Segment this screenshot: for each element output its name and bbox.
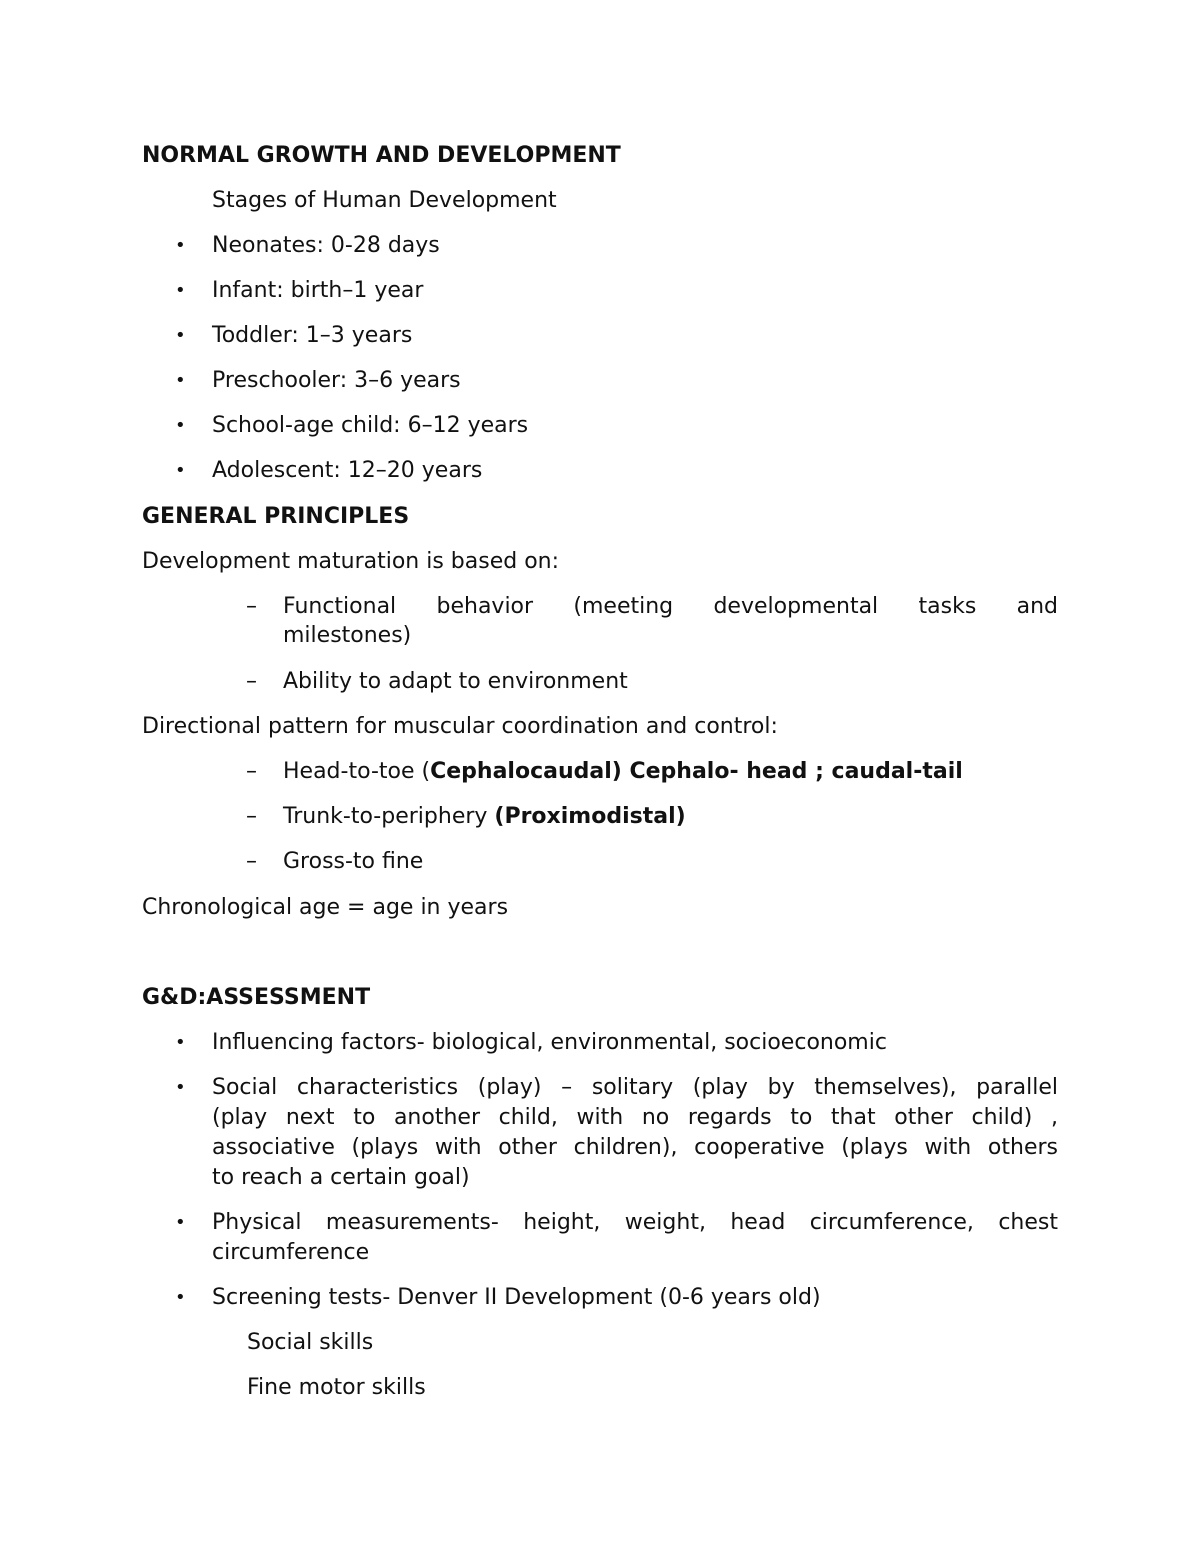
basis-item-line: milestones) (283, 623, 412, 648)
screening-sub-item: Social skills (247, 1330, 374, 1355)
assessment-item-line: Social characteristics (play) – solitary (play by themselves), parallel (212, 1075, 1058, 1100)
basis-item-line: Functional behavior (meeting developmental tasks and (283, 594, 1058, 619)
maturation-intro: Development maturation is based on: (142, 549, 560, 574)
assessment-item-line: associative (plays with other children), cooperative (plays with others (212, 1135, 1058, 1160)
basis-item-line: Ability to adapt to environment (283, 669, 628, 694)
assessment-item-line: (play next to another child, with no regards to that other child) , (212, 1105, 1058, 1130)
section-title-assessment: G&D:ASSESSMENT (142, 985, 371, 1010)
bullet: • (175, 1077, 186, 1098)
bullet: • (175, 325, 186, 346)
directional-item-text: Head-to-toe ( (283, 759, 431, 784)
chronological-age: Chronological age = age in years (142, 895, 509, 920)
directional-item (283, 804, 686, 830)
assessment-item-line: to reach a certain goal) (212, 1165, 470, 1190)
dash-marker: – (246, 669, 257, 694)
section-title-growth: NORMAL GROWTH AND DEVELOPMENT (142, 143, 621, 168)
assessment-item: Influencing factors- biological, environmental, socioeconomic (212, 1030, 887, 1055)
stages-subtitle: Stages of Human Development (212, 188, 557, 213)
directional-item-bold: Cephalocaudal) Cephalo- head ; caudal-tail (430, 759, 963, 784)
stage-item: Infant: birth–1 year (212, 278, 424, 303)
bullet: • (175, 1287, 186, 1308)
dash-marker: – (246, 804, 257, 829)
bullet: • (175, 1212, 186, 1233)
assessment-item-line: Physical measurements- height, weight, head circumference, chest (212, 1210, 1058, 1235)
bullet: • (175, 1032, 186, 1053)
directional-item (283, 759, 963, 785)
bullet: • (175, 370, 186, 391)
directional-item-text: Trunk-to-periphery (283, 804, 495, 829)
bullet: • (175, 460, 186, 481)
stage-item: Toddler: 1–3 years (212, 323, 413, 348)
section-title-principles: GENERAL PRINCIPLES (142, 504, 410, 529)
dash-marker: – (246, 759, 257, 784)
stage-item: Adolescent: 12–20 years (212, 458, 483, 483)
directional-intro: Directional pattern for muscular coordination and control: (142, 714, 778, 739)
directional-item (283, 849, 423, 875)
bullet: • (175, 235, 186, 256)
bullet: • (175, 415, 186, 436)
directional-item-text: Gross-to fine (283, 849, 424, 874)
stage-item: Neonates: 0-28 days (212, 233, 440, 258)
stage-item: School-age child: 6–12 years (212, 413, 529, 438)
stage-item: Preschooler: 3–6 years (212, 368, 461, 393)
dash-marker: – (246, 594, 257, 619)
assessment-item-line: circumference (212, 1240, 370, 1265)
screening-sub-item: Fine motor skills (247, 1375, 426, 1400)
assessment-item: Screening tests- Denver II Development (0-6 years old) (212, 1285, 821, 1310)
directional-item-bold: (Proximodistal) (494, 804, 686, 829)
bullet: • (175, 280, 186, 301)
dash-marker: – (246, 849, 257, 874)
